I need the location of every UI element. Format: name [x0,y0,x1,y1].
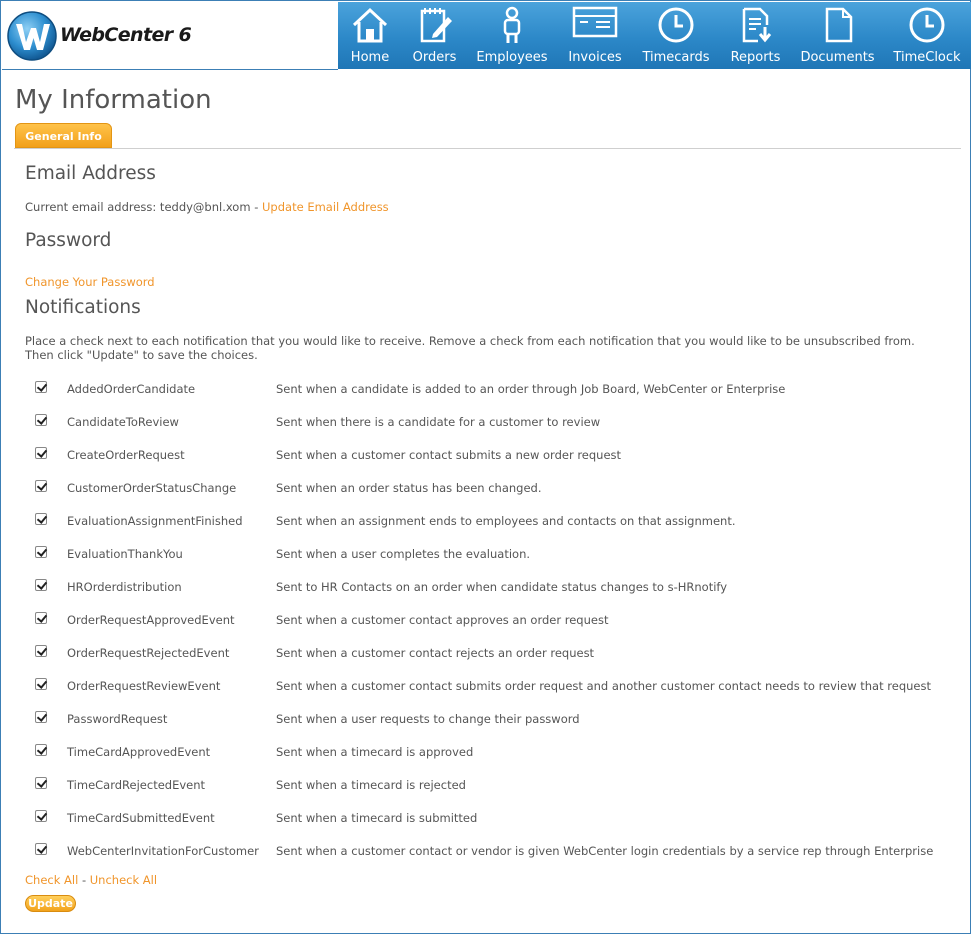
main-nav [338,2,971,69]
notification-checkbox[interactable] [35,480,47,492]
notification-name: WebCenterInvitationForCustomer [67,844,259,858]
header [2,2,971,70]
notification-row [35,579,935,599]
webcenter-logo-icon [6,10,58,62]
notification-checkbox[interactable] [35,579,47,591]
reports-icon [736,5,776,45]
notification-row [35,777,935,797]
nav-documents[interactable] [792,2,883,69]
tab-bar [14,123,961,149]
orders-icon [415,5,455,45]
notification-row [35,447,935,467]
nav-employees[interactable] [467,2,557,69]
nav-invoices-label: Invoices [568,50,622,65]
notification-name: PasswordRequest [67,712,168,726]
notification-name: TimeCardRejectedEvent [67,778,206,792]
notification-description: Sent when a customer contact submits a new order request [276,448,622,462]
update-button[interactable]: Update [25,895,76,912]
notification-description: Sent when there is a candidate for a customer to review [276,415,601,429]
current-email-text: Current email address: teddy@bnl.xom - [25,200,263,214]
notification-name: OrderRequestReviewEvent [67,679,221,693]
logo-area[interactable] [2,2,338,70]
notification-checkbox[interactable] [35,843,47,855]
nav-home[interactable] [338,2,402,69]
notification-description: Sent when a candidate is added to an order through Job Board, WebCenter or Enterprise [276,382,786,396]
notification-description: Sent when a timecard is submitted [276,811,478,825]
notification-name: HROrderdistribution [67,580,182,594]
notification-row [35,645,935,665]
notification-name: AddedOrderCandidate [67,382,196,396]
notification-row [35,612,935,632]
employees-icon [492,5,532,45]
notification-checkbox[interactable] [35,777,47,789]
notification-row [35,810,935,830]
nav-reports-label: Reports [730,50,781,65]
nav-documents-label: Documents [800,50,875,65]
notification-checkbox[interactable] [35,645,47,657]
notification-description: Sent when a timecard is rejected [276,778,466,792]
notification-checkbox[interactable] [35,414,47,426]
notification-name: OrderRequestRejectedEvent [67,646,230,660]
nav-orders[interactable] [402,2,467,69]
notification-description: Sent when a user requests to change their password [276,712,580,726]
nav-timecards-label: Timecards [642,50,710,65]
nav-reports[interactable] [719,2,792,69]
nav-timecards[interactable] [633,2,719,69]
notification-checkbox[interactable] [35,612,47,624]
notification-description: Sent when a customer contact approves an order request [276,613,609,627]
notification-description: Sent when a timecard is approved [276,745,474,759]
notification-checkbox[interactable] [35,546,47,558]
home-icon [350,5,390,45]
notification-row [35,711,935,731]
check-controls [25,873,157,887]
notification-name: OrderRequestApprovedEvent [67,613,235,627]
email-heading: Email Address [25,163,156,184]
notifications-heading: Notifications [25,297,141,318]
notification-name: TimeCardSubmittedEvent [67,811,215,825]
notification-row [35,414,935,434]
notification-checkbox[interactable] [35,381,47,393]
notification-name: CreateOrderRequest [67,448,185,462]
tab-general-info[interactable]: General Info [15,123,112,148]
check-all-link[interactable]: Check All [25,873,79,887]
notification-row [35,843,935,863]
document-icon [818,5,858,45]
nav-invoices[interactable] [557,2,633,69]
notification-name: CandidateToReview [67,415,179,429]
notification-checkbox[interactable] [35,711,47,723]
notification-description: Sent when a customer contact submits order request and another customer contact needs to review that request [276,679,931,693]
notification-row [35,480,935,500]
notification-row [35,513,935,533]
notification-checkbox[interactable] [35,810,47,822]
nav-timeclock[interactable] [883,2,971,69]
notification-row [35,381,935,401]
page-title: My Information [15,85,212,115]
notification-name: CustomerOrderStatusChange [67,481,237,495]
notification-row [35,744,935,764]
clock-icon [656,5,696,45]
notification-description: Sent to HR Contacts on an order when candidate status changes to s-HRnotify [276,580,728,594]
check-separator: - [78,873,90,887]
nav-timeclock-label: TimeClock [893,50,961,65]
notification-description: Sent when a customer contact rejects an order request [276,646,595,660]
notification-name: EvaluationThankYou [67,547,183,561]
invoices-icon [572,5,618,41]
notification-checkbox[interactable] [35,678,47,690]
notification-checkbox[interactable] [35,513,47,525]
notification-description: Sent when a user completes the evaluation. [276,547,531,561]
notification-checkbox[interactable] [35,447,47,459]
notification-name: TimeCardApprovedEvent [67,745,211,759]
notification-row [35,678,935,698]
uncheck-all-link[interactable]: Uncheck All [89,873,158,887]
notification-description: Sent when an order status has been changed. [276,481,542,495]
nav-orders-label: Orders [412,50,457,65]
nav-employees-label: Employees [476,50,548,65]
notification-description: Sent when an assignment ends to employees and contacts on that assignment. [276,514,736,528]
clock-icon [907,5,947,45]
nav-home-label: Home [350,50,390,65]
notification-name: EvaluationAssignmentFinished [67,514,243,528]
update-email-link[interactable]: Update Email Address [262,200,389,214]
notification-row [35,546,935,566]
password-heading: Password [25,230,112,251]
change-password-link[interactable]: Change Your Password [25,275,155,289]
email-line [25,200,389,214]
logo-text: WebCenter 6 [60,24,192,46]
notification-description: Sent when a customer contact or vendor is given WebCenter login credentials by a service rep through Enterprise [276,844,934,858]
notifications-instructions: Place a check next to each notification that you would like to receive. Remove a check from each notification that you would like to be unsubscribed from. Then click "Update" to save the choices. [25,334,915,362]
notification-checkbox[interactable] [35,744,47,756]
